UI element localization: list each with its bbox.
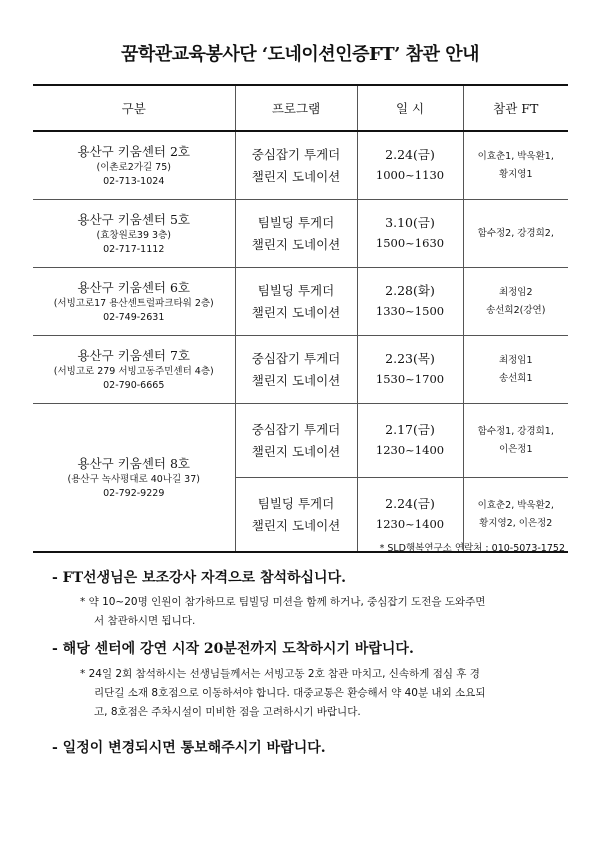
program-line: 챌린지 도네이션	[251, 443, 341, 459]
center-phone: 02-713-1024	[103, 175, 165, 187]
center-name: 용산구 키움센터 8호	[77, 455, 190, 471]
session-date: 3.10(금)	[385, 214, 435, 230]
staff-line: 이은정1	[498, 443, 533, 455]
header-datetime: 일 시	[357, 85, 463, 131]
session-date: 2.17(금)	[385, 421, 435, 437]
header-program: 프로그램	[235, 85, 357, 131]
staff-line: 함수정1, 강경희1,	[477, 425, 554, 437]
staff-line: 황지영2, 이은정2	[479, 517, 553, 529]
program-line: 중심잡기 투게더	[251, 421, 341, 437]
program-line: 팀빌딩 투게더	[257, 282, 335, 298]
program-cell	[235, 336, 357, 404]
notice-body	[80, 593, 568, 631]
center-address: (이촌로2가길 75)	[96, 161, 171, 173]
table-row	[33, 336, 568, 404]
notice-line: 서 참관하시면 됩니다.	[94, 615, 196, 627]
center-phone: 02-790-6665	[103, 379, 165, 391]
staff-line: 송선희2(강연)	[486, 304, 546, 316]
header-division: 구분	[33, 85, 235, 131]
notice-heading: - FT선생님은 보조강사 자격으로 참석하십니다.	[52, 570, 346, 586]
center-address: (서빙고로17 용산센트럴파크타워 2층)	[53, 297, 214, 309]
center-name: 용산구 키움센터 7호	[77, 347, 190, 363]
center-cell	[33, 131, 235, 200]
session-time: 1230~1400	[375, 516, 445, 531]
program-line: 챌린지 도네이션	[251, 517, 341, 533]
center-address: (효창원로39 3층)	[96, 229, 171, 241]
contact-info: * SLD행복연구소 연락처 : 010-5073-1752	[379, 543, 565, 554]
session-time: 1230~1400	[375, 442, 445, 457]
session-date: 2.24(금)	[385, 495, 435, 511]
table-row	[33, 404, 568, 478]
center-phone: 02-749-2631	[103, 311, 165, 323]
staff-line: 함수정2, 강경희2,	[477, 227, 554, 239]
notice-body	[80, 665, 568, 722]
staff-line: 황지영1	[498, 168, 533, 180]
program-line: 팀빌딩 투게더	[257, 495, 335, 511]
staff-cell	[463, 268, 568, 336]
program-line: 챌린지 도네이션	[251, 372, 341, 388]
datetime-cell	[357, 131, 463, 200]
program-line: 챌린지 도네이션	[251, 304, 341, 320]
staff-line: 최정임1	[498, 354, 533, 366]
staff-line: 이효춘1, 박욱환1,	[477, 150, 554, 162]
session-time: 1530~1700	[375, 371, 445, 386]
center-cell	[33, 336, 235, 404]
notice-line: 고, 8호점은 주차시설이 미비한 점을 고려하시기 바랍니다.	[94, 706, 361, 718]
program-line: 팀빌딩 투게더	[257, 214, 335, 230]
program-line: 중심잡기 투게더	[251, 350, 341, 366]
datetime-cell	[357, 404, 463, 478]
staff-cell	[463, 336, 568, 404]
notice-line: * 약 10~20명 인원이 참가하므로 팀빌딩 미션을 함께 하거나, 중심잡기 도전을 도와주면	[80, 596, 486, 608]
staff-cell	[463, 131, 568, 200]
center-cell	[33, 268, 235, 336]
datetime-cell	[357, 200, 463, 268]
center-name: 용산구 키움센터 6호	[77, 279, 190, 295]
notice-line: * 24일 2회 참석하시는 선생님들께서는 서빙고동 2호 참관 마치고, 신속하게 점심 후 경	[80, 668, 480, 680]
session-date: 2.23(목)	[385, 350, 435, 366]
program-line: 챌린지 도네이션	[251, 236, 341, 252]
center-name: 용산구 키움센터 2호	[77, 143, 190, 159]
session-date: 2.28(화)	[385, 282, 435, 298]
program-cell	[235, 131, 357, 200]
staff-line: 송선희1	[498, 372, 533, 384]
staff-cell	[463, 404, 568, 478]
page-title: 꿈학관교육봉사단 ‘도네이션인증FT’ 참관 안내	[121, 44, 479, 65]
session-time: 1000~1130	[375, 167, 445, 182]
table-header-row	[33, 85, 568, 131]
session-date: 2.24(금)	[385, 146, 435, 162]
session-time: 1330~1500	[375, 303, 445, 318]
center-address: (서빙고로 279 서빙고동주민센터 4층)	[53, 365, 214, 377]
table-row	[33, 131, 568, 200]
program-cell	[235, 478, 357, 553]
program-cell	[235, 268, 357, 336]
table-row	[33, 268, 568, 336]
staff-line: 최정임2	[498, 286, 533, 298]
session-time: 1500~1630	[375, 235, 445, 250]
program-line: 중심잡기 투게더	[251, 146, 341, 162]
staff-line: 이효춘2, 박욱환2,	[477, 499, 554, 511]
table-row	[33, 200, 568, 268]
program-cell	[235, 404, 357, 478]
notice-line: 리단길 소재 8호점으로 이동하셔야 합니다. 대중교통은 환승해서 약 40분 내외 소요되	[94, 687, 486, 699]
staff-cell	[463, 200, 568, 268]
center-address: (용산구 녹사평대로 40나길 37)	[67, 473, 200, 485]
notice-heading: - 해당 센터에 강연 시작 20분전까지 도착하시기 바랍니다.	[52, 641, 414, 657]
header-staff: 참관 FT	[463, 85, 568, 131]
schedule-table	[33, 84, 568, 553]
center-phone: 02-717-1112	[103, 243, 165, 255]
notice-heading: - 일정이 변경되시면 통보해주시기 바랍니다.	[52, 740, 326, 756]
datetime-cell	[357, 268, 463, 336]
program-line: 챌린지 도네이션	[251, 168, 341, 184]
datetime-cell	[357, 336, 463, 404]
center-cell	[33, 404, 235, 553]
center-name: 용산구 키움센터 5호	[77, 211, 190, 227]
center-phone: 02-792-9229	[103, 487, 165, 499]
program-cell	[235, 200, 357, 268]
center-cell	[33, 200, 235, 268]
